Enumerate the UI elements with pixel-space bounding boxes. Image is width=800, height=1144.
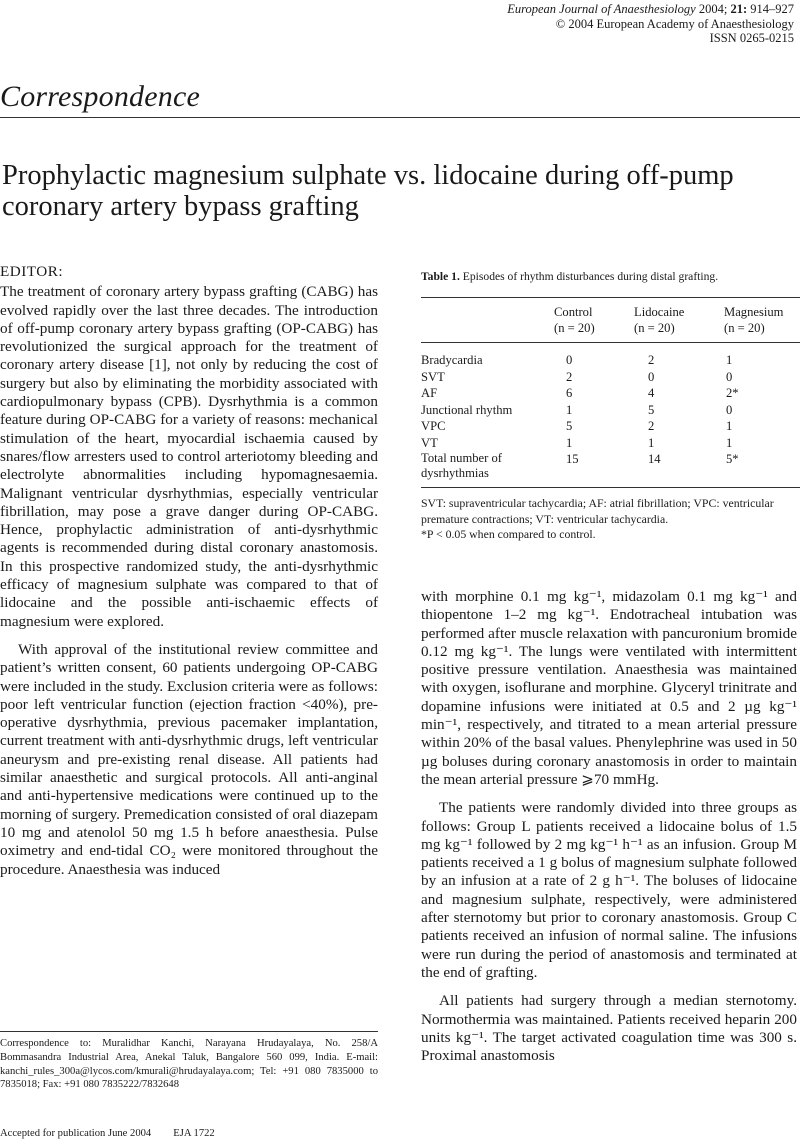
journal-citation [507, 2, 794, 17]
header-blank [421, 298, 554, 321]
header-magnesium: Magnesium [724, 298, 800, 321]
paragraph-3: with morphine 0.1 mg kg⁻¹, midazolam 0.1 mg kg⁻¹ and thiopentone 1–2 mg kg⁻¹. Endotracheal intubation was performed after muscle relaxation with pancuronium bromide 0.12 mg kg⁻¹. The lungs were ventilated with intermittent positive pressure ventilation. Anaesthesia was maintained with oxygen, isoflurane and morphine. Glyceryl trinitrate and dopamine infusions were initiated at 0.5 and 2 µg kg⁻¹ min⁻¹, respectively, and titrated to a mean arterial pressure within 20% of the basal values. Phenylephrine was used in 50 µg boluses during coronary anastomosis in order to maintain the mean arterial pressure ⩾70 mmHg. [421, 588, 797, 788]
header-lidocaine-n: (n = 20) [634, 320, 724, 343]
journal-name: European Journal of Anaesthesiology [507, 2, 696, 16]
table-row [421, 418, 800, 435]
paragraph-2: With approval of the institutional review committee and patient’s written consent, 60 patients undergoing OP-CABG were included in the study. Exclusion criteria were as follows: poor left ventricular function (ejection fraction <40%), pre-operative dysrhythmia, previous pacemaker implantation, current treatment with anti-dysrhythmic drugs, left ventricular aneurysm and pre-existing renal disease. All patients had similar anaesthetic and surgical protocols. All anti-anginal and anti-hypertensive medications were continued up to the morning of surgery. Premedication consisted of oral diazepam 10 mg and atenolol 50 mg 1.5 h before anaesthesia. Pulse oximetry and end-tidal CO₂ were monitored throughout the procedure. Anaesthesia was induced [0, 640, 378, 878]
cell-lidocaine: 2 [648, 353, 655, 367]
cell-magnesium: 2* [726, 386, 739, 400]
issn: ISSN 0265-0215 [709, 31, 794, 45]
acceptance-line [0, 1128, 215, 1139]
journal-year: 2004; [695, 2, 731, 16]
header-magnesium-n: (n = 20) [724, 320, 800, 343]
cell-lidocaine: 4 [648, 386, 655, 400]
table-row [421, 451, 800, 488]
table-row [421, 385, 800, 402]
cell-magnesium: 5* [724, 451, 800, 488]
article-code: EJA 1722 [173, 1128, 215, 1139]
section-label: Correspondence [0, 80, 200, 113]
table-caption-text: Episodes of rhythm disturbances during distal grafting. [462, 270, 719, 283]
header-control: Control [554, 298, 634, 321]
copyright: © 2004 European Academy of Anaesthesiology [555, 16, 794, 31]
rhythm-table [421, 297, 800, 488]
row-label: SVT [421, 369, 445, 384]
cell-magnesium: 1 [726, 353, 733, 367]
cell-lidocaine: 0 [648, 369, 655, 384]
cell-control: 5 [566, 419, 573, 433]
cell-control: 0 [566, 353, 573, 367]
cell-magnesium: 0 [726, 402, 733, 417]
table-abbreviations: SVT: supraventricular tachycardia; AF: atrial fibrillation; VPC: ventricular premature contractions; VT: ventricular tachycardia. [421, 496, 774, 526]
correspondence-footnote: Correspondence to: Muralidhar Kanchi, Narayana Hrudayalaya, No. 258/A Bommasandra Industrial Area, Anekal Taluk, Bangalore 560 099, India. E-mail: kanchi_rules_300a@lycos.com/kmurali@hrudayalaya.com; Tel: +91 080 7835000 to 7835018; Fax: +91 080 7835222/7832648 [0, 1038, 378, 1091]
row-label: AF [421, 386, 438, 400]
cell-control: 1 [566, 435, 573, 450]
table-row [421, 343, 800, 369]
right-column [421, 588, 797, 1065]
cell-control: 1 [566, 402, 573, 417]
row-label: Total number of dysrhythmias [421, 451, 554, 488]
cell-control: 6 [566, 386, 573, 400]
row-label: Junctional rhythm [421, 402, 513, 417]
cell-magnesium: 1 [726, 419, 733, 433]
row-label: Bradycardia [421, 353, 483, 367]
salutation: EDITOR: [0, 263, 64, 280]
header-blank [421, 320, 554, 343]
title-line-2: coronary artery bypass grafting [2, 191, 359, 222]
paragraph-1: The treatment of coronary artery bypass grafting (CABG) has evolved rapidly over the last three decades. The introduction of off-pump coronary artery bypass grafting (OP-CABG) has revolutionized the surgical approach for the treatment of coronary artery disease [1], not only by reducing the cost of surgery but also by eliminating the morbidity associated with cardiopulmonary bypass (CPB). Dysrhythmia is a common feature during OP-CABG for a variety of reasons: mechanical stimulation of the heart, myocardial ischaemia caused by snares/flow arresters used to control arteriotomy bleeding and electrolyte abnormalities including hypomagnesaemia. Malignant ventricular dysrhythmias, especially ventricular fibrillation, may pose a grave danger during OP-CABG. Hence, prophylactic administration of anti-dysrhythmic agents is recommended during distal coronary anastomosis. In this prospective randomized study, the anti-dysrhythmic efficacy of magnesium sulphate was compared to that of lidocaine and the possible anti-ischaemic effects of magnesium were explored. [0, 283, 378, 630]
cell-lidocaine: 5 [648, 402, 655, 417]
left-column [0, 263, 378, 879]
table-label: Table 1. [421, 270, 460, 283]
header-lidocaine: Lidocaine [634, 298, 724, 321]
journal-volume: 21: [730, 2, 748, 16]
cell-control: 2 [566, 369, 573, 384]
header-control-n: (n = 20) [554, 320, 634, 343]
cell-magnesium: 1 [726, 435, 733, 450]
table-caption [421, 270, 800, 283]
journal-pages: 914–927 [747, 2, 794, 16]
row-label: VPC [421, 419, 446, 433]
table-row [421, 435, 800, 452]
section-divider [0, 117, 800, 118]
cell-lidocaine: 14 [634, 451, 724, 488]
cell-lidocaine: 1 [648, 435, 655, 450]
table-row [421, 402, 800, 419]
cell-lidocaine: 2 [648, 419, 655, 433]
table-1 [421, 270, 800, 543]
paragraph-4: The patients were randomly divided into three groups as follows: Group L patients received a lidocaine bolus of 1.5 mg kg⁻¹ followed by 2 mg kg⁻¹ h⁻¹ as an infusion. Group M patients received a 1 g bolus of magnesium sulphate followed by an infusion at a rate of 2 g h⁻¹. The boluses of lidocaine and magnesium sulphate, respectively, were administered after sternotomy but prior to coronary anastomosis. Group C patients received an infusion of normal saline. The infusions were run during the period of anastomosis and terminated at the end of grafting. [421, 799, 797, 981]
footnote-divider [0, 1031, 378, 1032]
article-title [2, 160, 800, 222]
cell-magnesium: 0 [726, 369, 733, 384]
accepted-date: Accepted for publication June 2004 [0, 1128, 152, 1139]
table-significance: *P < 0.05 when compared to control. [421, 527, 596, 541]
cell-control: 15 [554, 451, 634, 488]
row-label: VT [421, 435, 438, 450]
journal-header [507, 2, 794, 46]
title-line-1: Prophylactic magnesium sulphate vs. lidocaine during off-pump [2, 160, 734, 191]
paragraph-5: All patients had surgery through a median sternotomy. Normothermia was maintained. Patients received heparin 200 units kg⁻¹. The target activated coagulation time was 300 s. Proximal anastomosis [421, 992, 797, 1065]
table-row [421, 369, 800, 386]
